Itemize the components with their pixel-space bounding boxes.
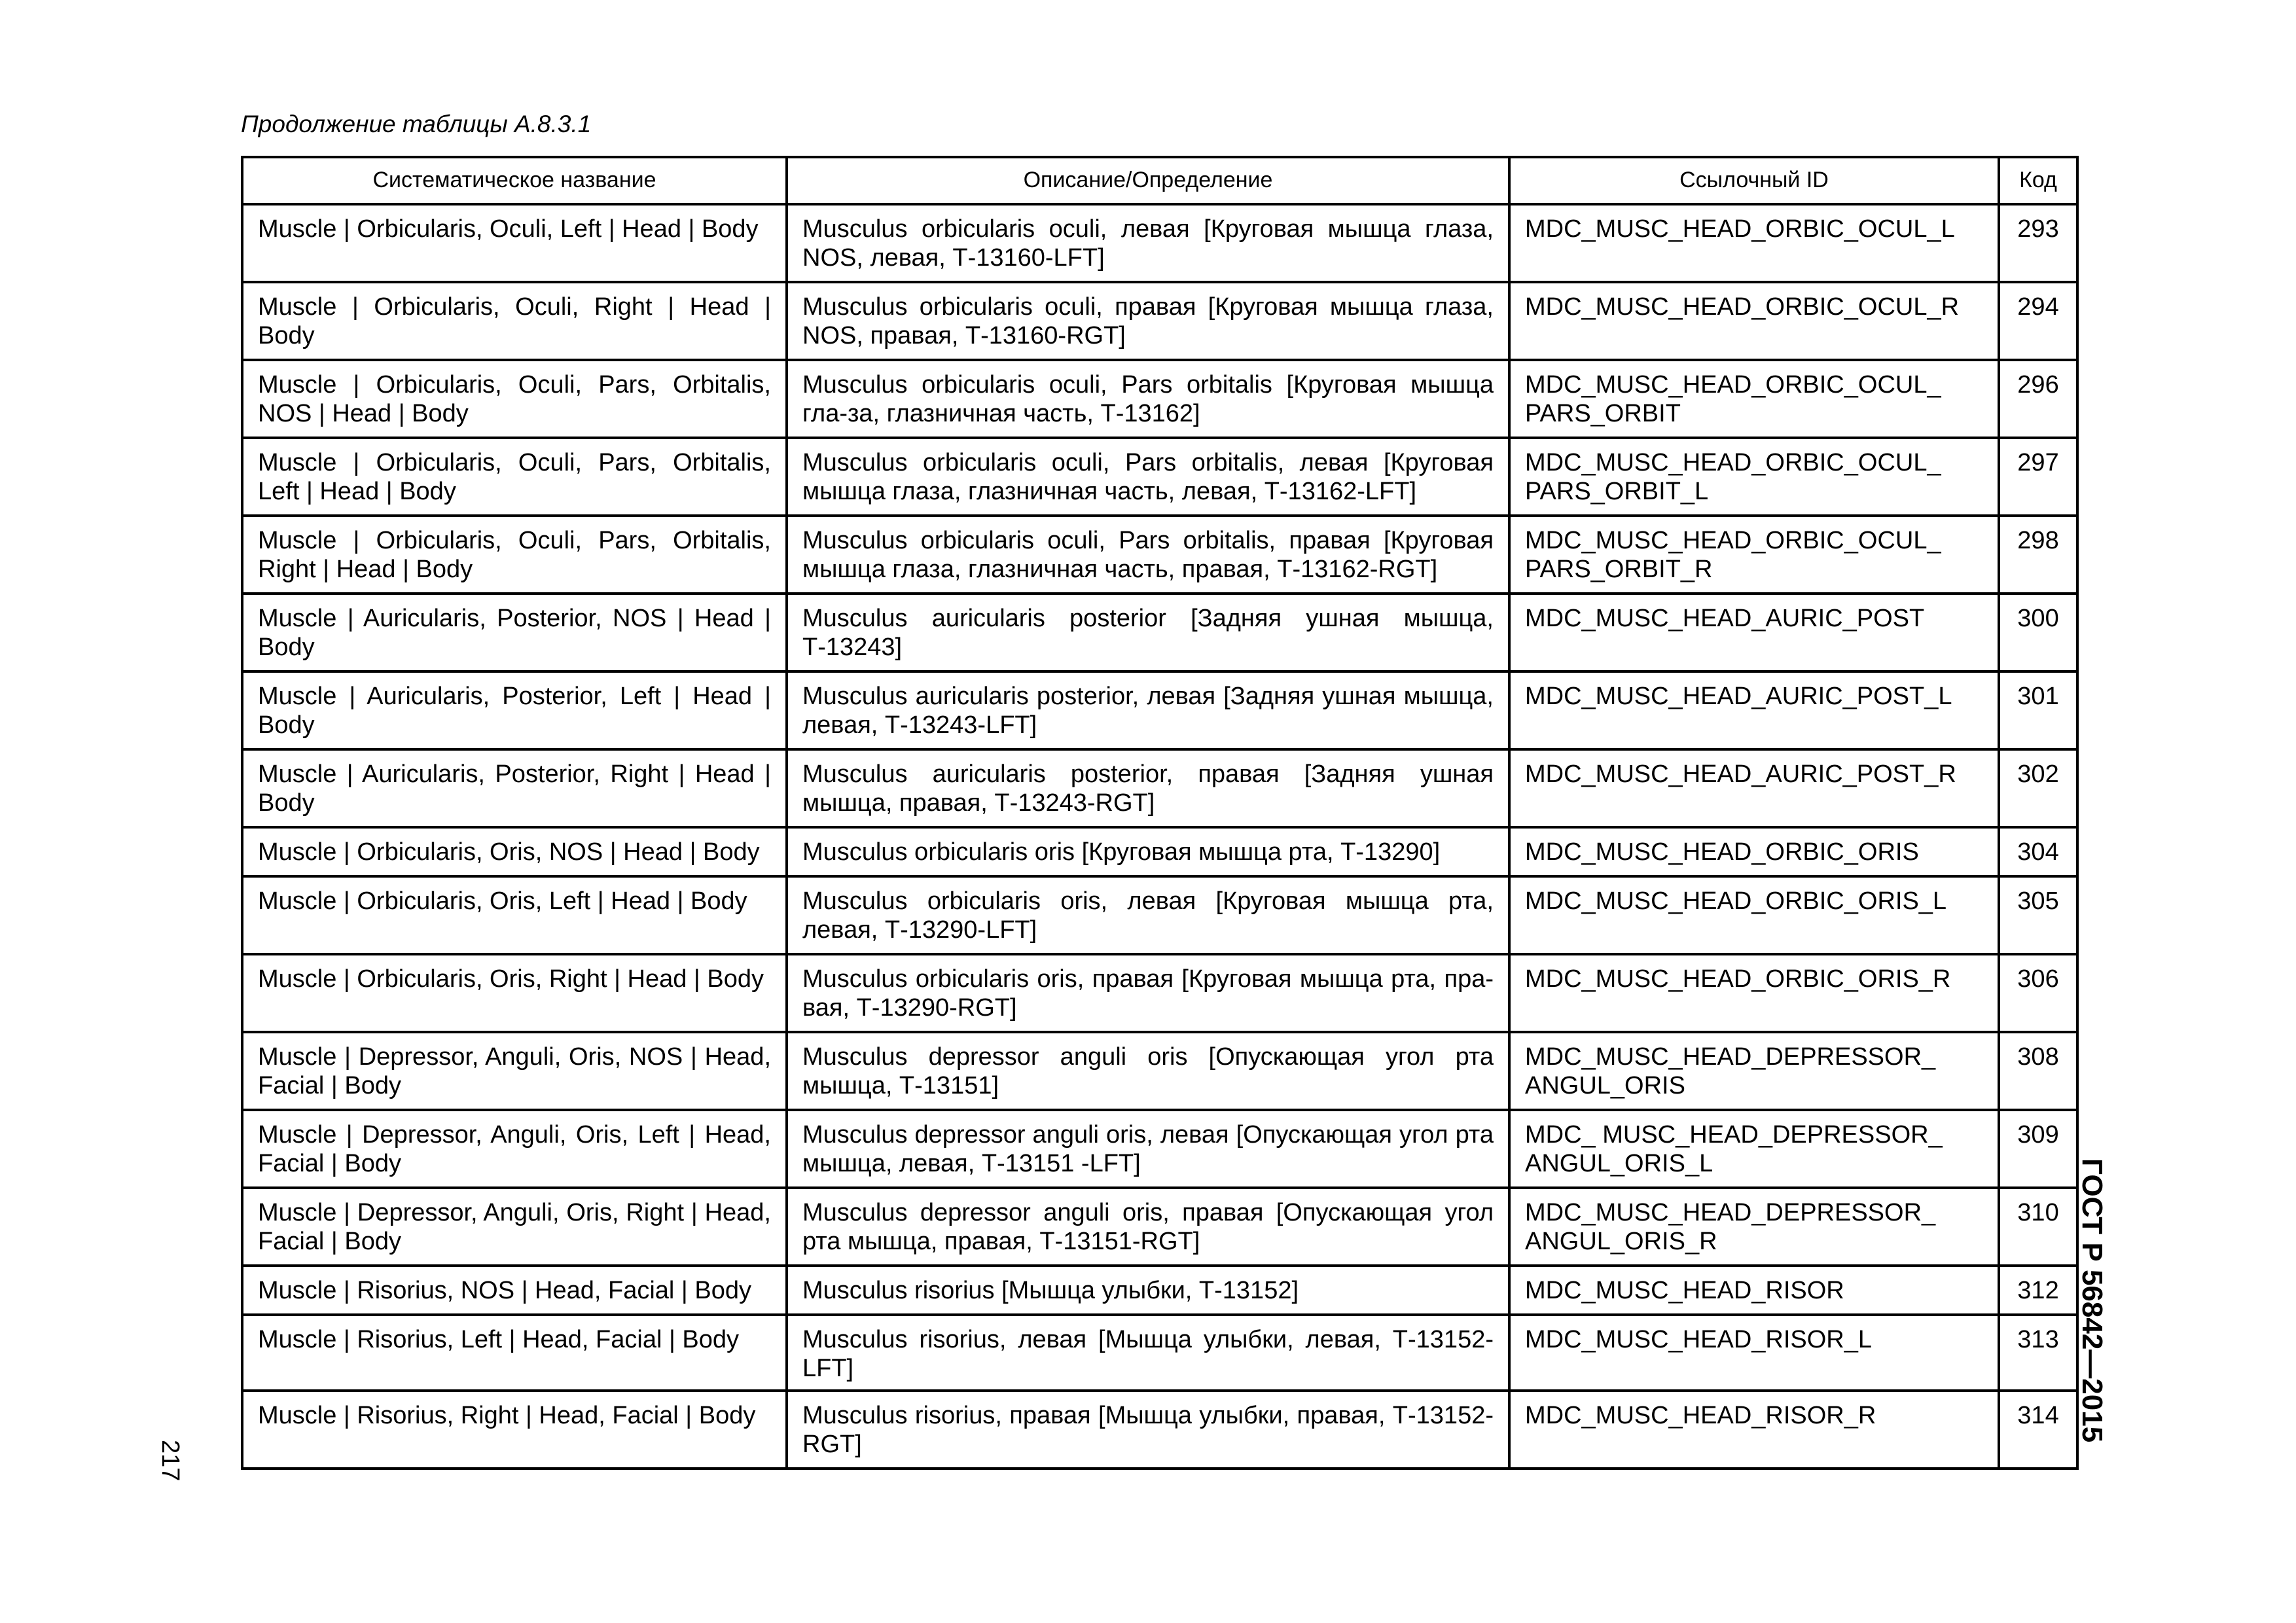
cell-systematic-name: Muscle | Auricularis, Posterior, Left | Head | Body [242,671,787,749]
table-header [242,157,2077,204]
cell-code: 297 [1999,438,2077,516]
header-separator-cell [1999,199,2077,204]
data-table [241,156,2079,1470]
cell-reference-id: MDC_MUSC_HEAD_ORBIC_ORIS_R [1509,954,1999,1032]
cell-description: Musculus risorius, правая [Мышца улыбки, правая, Т-13152-RGT] [787,1391,1509,1469]
cell-reference-id: MDC_MUSC_HEAD_ORBIC_OCUL_ PARS_ORBIT_R [1509,516,1999,594]
cell-systematic-name: Muscle | Orbicularis, Oculi, Pars, Orbitalis, NOS | Head | Body [242,360,787,438]
header-row [242,157,2077,199]
cell-description: Musculus orbicularis oculi, левая [Круговая мышца глаза, NOS, левая, Т-13160-LFT] [787,204,1509,282]
cell-systematic-name: Muscle | Auricularis, Posterior, Right | Head | Body [242,749,787,827]
cell-reference-id: MDC_MUSC_HEAD_AURIC_POST [1509,594,1999,671]
cell-reference-id: MDC_ MUSC_HEAD_DEPRESSOR_ ANGUL_ORIS_L [1509,1110,1999,1188]
cell-code: 312 [1999,1266,2077,1315]
header-separator-cell [787,199,1509,204]
cell-code: 302 [1999,749,2077,827]
cell-reference-id: MDC_MUSC_HEAD_RISOR_L [1509,1315,1999,1391]
cell-reference-id: MDC_MUSC_HEAD_ORBIC_OCUL_R [1509,282,1999,360]
cell-systematic-name: Muscle | Depressor, Anguli, Oris, Left | Head, Facial | Body [242,1110,787,1188]
cell-systematic-name: Muscle | Orbicularis, Oculi, Pars, Orbitalis, Right | Head | Body [242,516,787,594]
cell-description: Musculus auricularis posterior, правая [Задняя ушная мышца, правая, Т-13243-RGT] [787,749,1509,827]
header-reference-id: Ссылочный ID [1509,157,1999,199]
table-container [241,156,2079,1470]
header-separator-cell [1509,199,1999,204]
cell-reference-id: MDC_MUSC_HEAD_AURIC_POST_R [1509,749,1999,827]
cell-systematic-name: Muscle | Risorius, Left | Head, Facial | Body [242,1315,787,1391]
cell-reference-id: MDC_MUSC_HEAD_ORBIC_ORIS_L [1509,876,1999,954]
cell-description: Musculus risorius [Мышца улыбки, Т-13152] [787,1266,1509,1315]
cell-description: Musculus orbicularis oris, левая [Круговая мышца рта, левая, Т-13290-LFT] [787,876,1509,954]
cell-reference-id: MDC_MUSC_HEAD_ORBIC_OCUL_L [1509,204,1999,282]
cell-code: 296 [1999,360,2077,438]
table-row [242,1315,2077,1391]
table-row [242,1032,2077,1110]
table-row [242,282,2077,360]
cell-code: 310 [1999,1188,2077,1266]
header-systematic-name: Систематическое название [242,157,787,199]
cell-description: Musculus depressor anguli oris, левая [Опускающая угол рта мышца, левая, Т-13151 -LFT] [787,1110,1509,1188]
cell-reference-id: MDC_MUSC_HEAD_ORBIC_ORIS [1509,827,1999,876]
standard-designation: ГОСТ Р 56842—2015 [2076,1158,2108,1443]
table-row [242,876,2077,954]
page-number: 217 [156,1440,184,1482]
cell-description: Musculus auricularis posterior [Задняя ушная мышца, Т-13243] [787,594,1509,671]
cell-description: Musculus orbicularis oculi, Pars orbitalis [Круговая мышца гла-за, глазничная часть, Т-13162] [787,360,1509,438]
cell-code: 308 [1999,1032,2077,1110]
cell-reference-id: MDC_MUSC_HEAD_RISOR_R [1509,1391,1999,1469]
table-row [242,516,2077,594]
table-row [242,1188,2077,1266]
cell-systematic-name: Muscle | Orbicularis, Oris, NOS | Head | Body [242,827,787,876]
cell-description: Musculus auricularis posterior, левая [Задняя ушная мышца, левая, Т-13243-LFT] [787,671,1509,749]
cell-description: Musculus orbicularis oculi, Pars orbitalis, правая [Круговая мышца глаза, глазничная часть, правая, Т-13162-RGT] [787,516,1509,594]
cell-description: Musculus depressor anguli oris, правая [Опускающая угол рта мышца, правая, Т-13151-RGT] [787,1188,1509,1266]
cell-code: 300 [1999,594,2077,671]
cell-description: Musculus orbicularis oris [Круговая мышца рта, Т-13290] [787,827,1509,876]
cell-description: Musculus orbicularis oculi, Pars orbitalis, левая [Круговая мышца глаза, глазничная часть, левая, Т-13162-LFT] [787,438,1509,516]
cell-code: 293 [1999,204,2077,282]
cell-systematic-name: Muscle | Orbicularis, Oculi, Left | Head | Body [242,204,787,282]
cell-code: 309 [1999,1110,2077,1188]
header-separator [242,199,2077,204]
cell-code: 304 [1999,827,2077,876]
table-body [242,204,2077,1469]
cell-systematic-name: Muscle | Orbicularis, Oris, Right | Head | Body [242,954,787,1032]
table-row [242,749,2077,827]
cell-code: 306 [1999,954,2077,1032]
cell-systematic-name: Muscle | Depressor, Anguli, Oris, Right | Head, Facial | Body [242,1188,787,1266]
cell-systematic-name: Muscle | Orbicularis, Oris, Left | Head | Body [242,876,787,954]
cell-systematic-name: Muscle | Risorius, Right | Head, Facial | Body [242,1391,787,1469]
cell-description: Musculus orbicularis oris, правая [Круговая мышца рта, пра-вая, Т-13290-RGT] [787,954,1509,1032]
cell-code: 313 [1999,1315,2077,1391]
table-row [242,954,2077,1032]
cell-code: 314 [1999,1391,2077,1469]
cell-reference-id: MDC_MUSC_HEAD_ORBIC_OCUL_ PARS_ORBIT [1509,360,1999,438]
table-row [242,827,2077,876]
cell-reference-id: MDC_MUSC_HEAD_AURIC_POST_L [1509,671,1999,749]
header-separator-cell [242,199,787,204]
table-row [242,671,2077,749]
table-row [242,1391,2077,1469]
cell-systematic-name: Muscle | Orbicularis, Oculi, Right | Head | Body [242,282,787,360]
cell-systematic-name: Muscle | Auricularis, Posterior, NOS | Head | Body [242,594,787,671]
table-row [242,360,2077,438]
table-row [242,594,2077,671]
cell-systematic-name: Muscle | Risorius, NOS | Head, Facial | Body [242,1266,787,1315]
table-row [242,438,2077,516]
cell-description: Musculus orbicularis oculi, правая [Круговая мышца глаза, NOS, правая, Т-13160-RGT] [787,282,1509,360]
table-row [242,204,2077,282]
cell-systematic-name: Muscle | Depressor, Anguli, Oris, NOS | Head, Facial | Body [242,1032,787,1110]
cell-code: 305 [1999,876,2077,954]
cell-code: 294 [1999,282,2077,360]
header-description: Описание/Определение [787,157,1509,199]
cell-reference-id: MDC_MUSC_HEAD_ORBIC_OCUL_ PARS_ORBIT_L [1509,438,1999,516]
cell-systematic-name: Muscle | Orbicularis, Oculi, Pars, Orbitalis, Left | Head | Body [242,438,787,516]
cell-code: 301 [1999,671,2077,749]
cell-description: Musculus depressor anguli oris [Опускающая угол рта мышца, Т-13151] [787,1032,1509,1110]
cell-description: Musculus risorius, левая [Мышца улыбки, левая, Т-13152-LFT] [787,1315,1509,1391]
cell-reference-id: MDC_MUSC_HEAD_DEPRESSOR_ ANGUL_ORIS [1509,1032,1999,1110]
table-caption: Продолжение таблицы А.8.3.1 [241,111,592,137]
cell-reference-id: MDC_MUSC_HEAD_DEPRESSOR_ ANGUL_ORIS_R [1509,1188,1999,1266]
table-row [242,1266,2077,1315]
cell-reference-id: MDC_MUSC_HEAD_RISOR [1509,1266,1999,1315]
cell-code: 298 [1999,516,2077,594]
header-code: Код [1999,157,2077,199]
table-row [242,1110,2077,1188]
